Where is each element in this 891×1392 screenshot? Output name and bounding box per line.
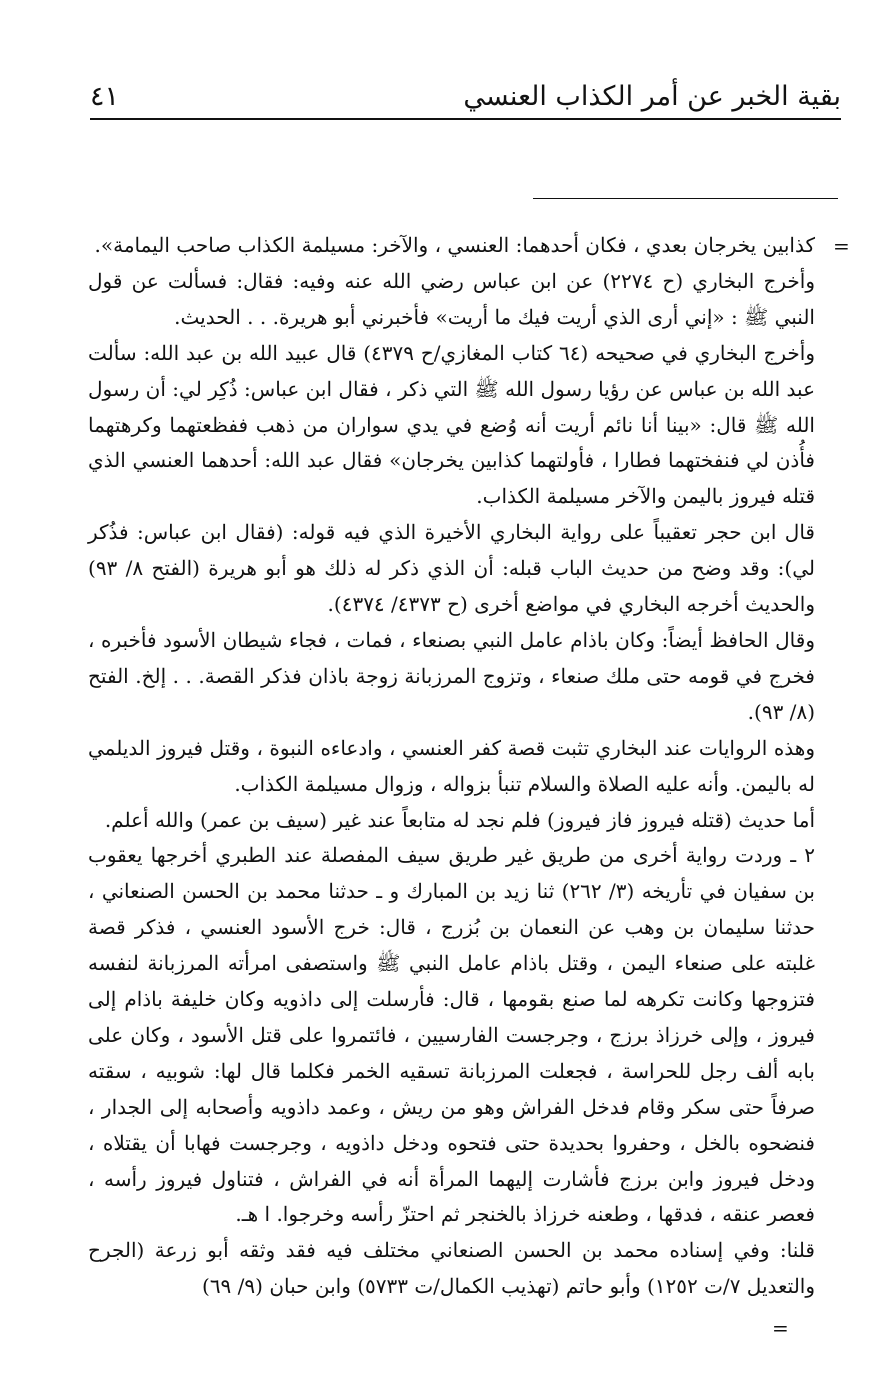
running-header	[90, 74, 841, 114]
footnote-paragraph: قال ابن حجر تعقيباً على رواية البخاري الأخيرة الذي فيه قوله: (فقال ابن عباس: فذُكر لي): وقد وضح من حديث الباب قبله: أن الذي ذكر له ذلك هو أبو هريرة (الفتح ٨/ ٩٣) والحديث أخرجه البخاري في مواضع أخرى (ح ٤٣٧٣/ ٤٣٧٤).	[88, 520, 815, 617]
continuation-marker-bottom: =	[772, 1316, 789, 1340]
footnote-paragraph: وقال الحافظ أيضاً: وكان باذام عامل النبي بصنعاء ، فمات ، فجاء شيطان الأسود فأخبره ، فخرج في قومه حتى ملك صنعاء ، وتزوج المرزبانة زوجة باذان فذكر القصة. . . إلخ. الفتح (٨/ ٩٣).	[88, 627, 815, 724]
page-number: ٤١	[90, 81, 120, 112]
footnote-paragraph: ٢ ـ وردت رواية أخرى من طريق غير طريق سيف المفصلة عند الطبري أخرجها يعقوب بن سفيان في تأريخه (٣/ ٢٦٢) ثنا زيد بن المبارك و ـ حدثنا محمد بن الحسن الصنعاني ، حدثنا سليمان بن وهب عن النعمان بن بُزرج ، قال: خرج الأسود العنسي ، فذكر قصة غلبته على صنعاء اليمن ، وقتل باذام عامل النبي ﷺ واستصفى امرأته المرزبانة لنفسه فتزوجها وكانت تكرهه لما صنع بقومها ، قال: فأرسلت إلى داذويه وكان خليفة باذام إلى فيروز ، وإلى خرزاذ برزج ، وجرجست الفارسيين ، فائتمروا على قتل الأسود ، وكان على بابه ألف رجل للحراسة ، فجعلت المرزبانة تسقيه الخمر فكلما قال لها: شوبيه ، سقته صرفاً حتى سكر وقام فدخل الفراش وهو من ريش ، وعمد داذويه وأصحابه إلى الجدار ، فنضحوه بالخل ، وحفروا بحديدة حتى فتحوه ودخل داذويه ، وجرجست فهابا أن يقتلاه ، ودخل فيروز وابن برزج فأشارت إليهما المرأة أنه في الفراش ، فتناول فيروز رأسه ، فعصر عنقه ، فدقها ، وطعنه خرزاذ بالخنجر ثم احتزّ رأسه وخرجوا. ا هـ.	[88, 843, 815, 1227]
footnote-text	[88, 228, 815, 1305]
footnote-paragraph: أما حديث (قتله فيروز فاز فيروز) فلم نجد له متابعاً عند غير (سيف بن عمر) والله أعلم.	[104, 807, 815, 832]
footnote-paragraph: وأخرج البخاري (ح ٢٢٧٤) عن ابن عباس رضي الله عنه وفيه: فقال: فسألت عن قول النبي ﷺ : «إني أرى الذي أريت فيك ما أريت» فأخبرني أبو هريرة. . . الحديث.	[88, 268, 816, 329]
footnote-separator	[533, 198, 838, 199]
continuation-marker-top: =	[833, 234, 850, 258]
footnote-paragraph: وهذه الروايات عند البخاري تثبت قصة كفر العنسي ، وادعاءه النبوة ، وقتل فيروز الديلمي له باليمن. وأنه عليه الصلاة والسلام تنبأ بزواله ، وزوال مسيلمة الكذاب.	[88, 735, 815, 796]
footnote-paragraph: كذابين يخرجان بعدي ، فكان أحدهما: العنسي ، والآخر: مسيلمة الكذاب صاحب اليمامة».	[94, 233, 815, 257]
running-title: بقية الخبر عن أمر الكذاب العنسي	[463, 81, 841, 112]
header-divider	[90, 118, 841, 120]
footnote-paragraph: وأخرج البخاري في صحيحه (٦٤ كتاب المغازي/ح ٤٣٧٩) قال عبيد الله بن عبد الله: سألت عبد الله بن عباس عن رؤيا رسول الله ﷺ التي ذكر ، فقال ابن عباس: ذُكِر لي: أن رسول الله ﷺ قال: «بينا أنا نائم أريت أنه وُضع في يدي سواران من ذهب ففظعتهما وكرهتهما فأُذن لي فنفختهما فطارا ، فأولتهما كذابين يخرجان» فقال عبد الله: أحدهما العنسي الذي قتله فيروز باليمن والآخر مسيلمة الكذاب.	[88, 340, 816, 509]
footnote-paragraph: قلنا: وفي إسناده محمد بن الحسن الصنعاني مختلف فيه فقد وثقه أبو زرعة (الجرح والتعديل ٧/ت ١٢٥٢) وأبو حاتم (تهذيب الكمال/ت ٥٧٣٣) وابن حبان (٩/ ٦٩)	[88, 1238, 815, 1299]
